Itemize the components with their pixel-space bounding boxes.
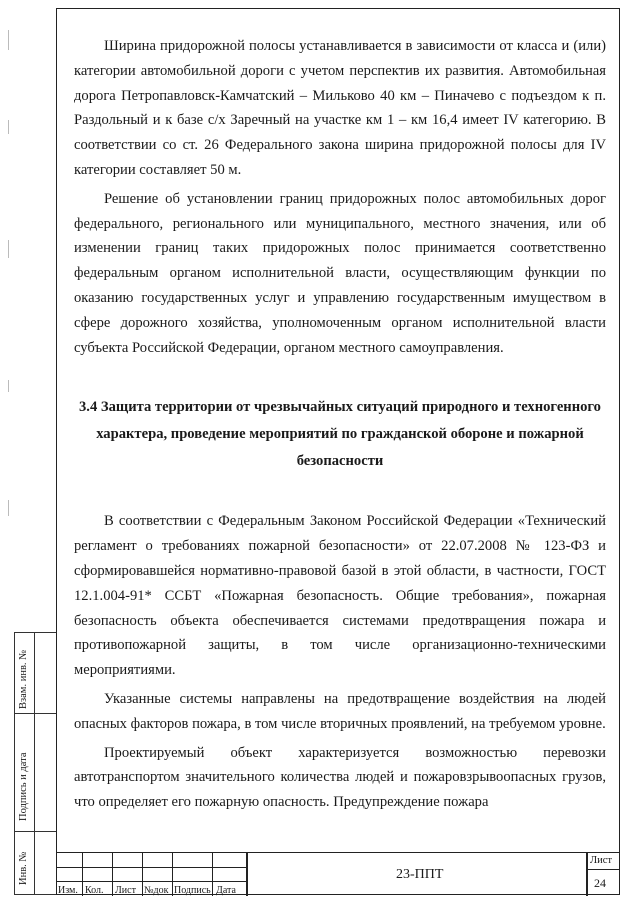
stamp-podpis: Подпись [174, 885, 211, 896]
stamp-line [142, 853, 143, 896]
stamp-line [56, 881, 246, 882]
section-heading: 3.4 Защита территории от чрезвычайных ситуаций природного и техногенного характера, проведение мероприятий по гражданской обороне и пожарной безопасности [79, 399, 601, 470]
document-body [74, 34, 606, 815]
page-number: 24 [594, 876, 606, 890]
stamp-list: Лист [115, 885, 136, 896]
side-divider [15, 713, 56, 714]
sheet-label: Лист [590, 855, 612, 866]
stamp-line [172, 853, 173, 896]
margin-mark [8, 30, 9, 50]
paragraph: В соответствии с Федеральным Законом Российской Федерации «Технический регламент о требованиях пожарной безопасности» от 22.07.2008 № 123-ФЗ и сформировавшейся нормативно-правовой базой в этой области, в частности, ГОСТ 12.1.004-91* ССБТ «Пожарная безопасность. Общие требования», пожарная безопасность объекта обеспечивается системами предотвращения пожара и противопожарной защиты, в том числе организационно-техническими мероприятиями. [74, 513, 606, 679]
inv-label: Инв. № [18, 851, 29, 885]
paragraph: Ширина придорожной полосы устанавливается в зависимости от класса и (или) категории автомобильной дороги с учетом перспектив их развития. Автомобильная дорога Петропавловск-Камчатский – Мильково 40 км – Пиначево с подъездом к п. Раздольный и к базе с/х Заречный на участке км 1 – км 16,4 имеет IV категорию. В соответствии со ст. 26 Федерального закона ширина придорожной полосы для IV категории составляет 50 м. [74, 38, 606, 178]
paragraph: Указанные системы направлены на предотвращение воздействия на людей опасных факторов пожара, в том числе вторичных проявлений, на требуемом уровне. [74, 690, 606, 732]
stamp-kol: Кол. [85, 885, 104, 896]
stamp-line [112, 853, 113, 896]
margin-mark [8, 240, 9, 258]
stamp-line [246, 853, 248, 896]
stamp-line [82, 853, 83, 896]
side-divider [15, 831, 56, 832]
side-approval-strip [14, 632, 56, 895]
paragraph: Проектируемый объект характеризуется возможностью перевозки автотранспортом значительного количества людей и пожаровзрывоопасных грузов, что определяет его пожарную опасность. Предупреждение пожара [74, 744, 606, 811]
stamp-line [56, 867, 246, 868]
stamp-line [586, 869, 620, 870]
paragraph: Решение об установлении границ придорожных полос автомобильных дорог федерального, регионального или муниципального, местного значения, или об изменении границ таких придорожных полос принимается соответственно федеральным органом исполнительной власти, осуществляющим функции по оказанию государственных услуг и управлению государственным имуществом в сфере дорожного хозяйства, уполномоченным органом исполнительной власти субъекта Российской Федерации, органом местного самоуправления. [74, 190, 606, 356]
stamp-izm: Изм. [58, 885, 78, 896]
title-block [56, 852, 620, 895]
stamp-line [586, 853, 588, 896]
stamp-ndok: №док [144, 885, 169, 896]
margin-mark [8, 380, 9, 392]
podpis-data-label: Подпись и дата [18, 752, 29, 821]
stamp-data: Дата [216, 885, 236, 896]
margin-mark [8, 120, 9, 134]
vzam-inv-label: Взам. инв. № [18, 649, 29, 709]
margin-mark [8, 500, 9, 516]
stamp-line [212, 853, 213, 896]
document-code: 23-ППТ [396, 867, 444, 882]
